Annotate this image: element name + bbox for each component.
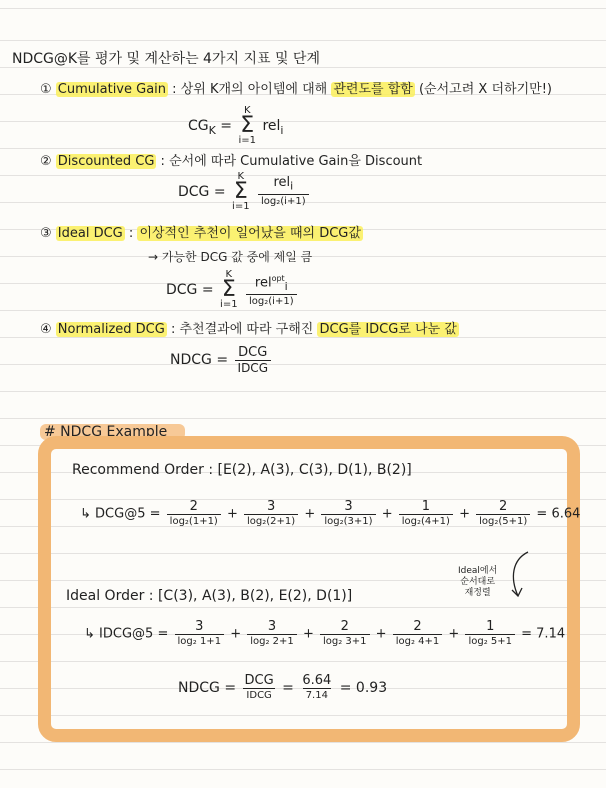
formula-subscript: K bbox=[208, 123, 216, 137]
reorder-note bbox=[458, 566, 497, 599]
recommend-order bbox=[72, 462, 412, 478]
term-numerator: 1 bbox=[486, 619, 495, 634]
ideal-order bbox=[66, 588, 352, 604]
example-heading-text: # NDCG Example bbox=[40, 424, 185, 440]
formula-lhs: DCG bbox=[178, 184, 210, 200]
step-4-desc-highlight: DCG를 IDCG로 나눈 값 bbox=[319, 322, 457, 337]
step-1-desc: 상위 K개의 아이템에 대해 bbox=[180, 82, 328, 97]
term-denominator: log₂(5+1) bbox=[476, 514, 530, 528]
formula-equals: = bbox=[220, 118, 233, 134]
ideal-order-sep: : bbox=[148, 588, 154, 604]
term-denominator: log₂(2+1) bbox=[244, 514, 298, 528]
dcg-result: = 6.64 bbox=[536, 506, 581, 522]
step-1-number: ① bbox=[40, 82, 52, 97]
numerator-subscript: i bbox=[284, 279, 288, 293]
term-denominator: log₂ 3+1 bbox=[320, 634, 370, 648]
plus-sign: + bbox=[448, 626, 460, 642]
fraction-numerator: DCG bbox=[244, 673, 274, 688]
fraction-denominator: IDCG bbox=[243, 688, 274, 702]
plus-sign: + bbox=[375, 626, 387, 642]
step-2-name: Discounted CG bbox=[57, 154, 155, 169]
ndcg-fraction bbox=[243, 674, 276, 702]
step-1-desc-tail: (순서고려 X 더하기만!) bbox=[418, 82, 552, 97]
dcg-lhs: DCG@5 bbox=[95, 506, 146, 522]
sum-upper: K bbox=[243, 105, 251, 116]
reorder-note-line: Ideal에서 bbox=[458, 566, 498, 576]
step-1-sep: : bbox=[172, 82, 177, 97]
sum-lower: i=1 bbox=[220, 299, 238, 310]
reorder-note-line: 재정렬 bbox=[464, 588, 491, 598]
fraction-numerator: rel bbox=[254, 275, 272, 291]
sigma-symbol: Σ bbox=[240, 113, 255, 138]
fraction-numerator: 6.64 bbox=[302, 673, 332, 688]
term-numerator: 1 bbox=[421, 499, 430, 514]
fraction-numerator: rel bbox=[273, 175, 291, 191]
ideal-order-label: Ideal Order bbox=[66, 588, 145, 604]
formula-term: rel bbox=[262, 118, 281, 134]
term-numerator: 3 bbox=[344, 499, 353, 514]
dcg-term bbox=[476, 500, 530, 528]
dcg-term bbox=[399, 500, 453, 528]
numerator-superscript: opt bbox=[271, 274, 285, 284]
return-arrow-icon: ↳ bbox=[80, 506, 91, 522]
sigma-sum bbox=[232, 172, 250, 212]
plus-sign: + bbox=[302, 626, 314, 642]
step-4-desc: 추천결과에 따라 구해진 bbox=[179, 322, 314, 337]
dcg-calc bbox=[80, 500, 580, 528]
step-3-name: Ideal DCG bbox=[57, 226, 123, 241]
step-2-sep: : bbox=[160, 154, 165, 169]
step-3-sep: : bbox=[128, 226, 134, 241]
step-2-number: ② bbox=[40, 154, 52, 169]
term-numerator: 2 bbox=[189, 499, 198, 514]
term-denominator: log₂ 5+1 bbox=[465, 634, 515, 648]
ndcg-result: = 0.93 bbox=[339, 680, 388, 696]
formula-fraction bbox=[235, 346, 271, 374]
step-3-formula bbox=[166, 270, 299, 310]
formula-lhs: DCG bbox=[166, 282, 198, 298]
numerator-subscript: i bbox=[290, 179, 294, 193]
step-3-desc-highlight: 이상적인 추천이 일어났을 때의 DCG값 bbox=[139, 226, 361, 241]
plus-sign: + bbox=[459, 506, 470, 522]
term-numerator: 2 bbox=[499, 499, 508, 514]
step-4-heading bbox=[40, 318, 459, 337]
formula-fraction bbox=[258, 176, 309, 208]
sigma-sum bbox=[220, 270, 238, 310]
recommend-order-list: [E(2), A(3), C(3), D(1), B(2)] bbox=[217, 462, 412, 478]
step-1-desc-highlight: 관련도를 합함 bbox=[333, 82, 413, 97]
sum-upper: K bbox=[237, 171, 245, 182]
term-denominator: log₂(3+1) bbox=[321, 514, 375, 528]
plus-sign: + bbox=[381, 506, 393, 522]
page-title: NDCG@K를 평가 및 계산하는 4가지 지표 및 단계 bbox=[12, 51, 320, 67]
dcg-term bbox=[167, 500, 221, 528]
sum-lower: i=1 bbox=[232, 201, 250, 212]
term-denominator: log₂ 1+1 bbox=[175, 634, 225, 648]
idcg-term bbox=[175, 620, 225, 648]
term-denominator: log₂ 4+1 bbox=[393, 634, 443, 648]
formula-equals: = bbox=[201, 282, 214, 298]
term-denominator: log₂ 2+1 bbox=[247, 634, 297, 648]
step-1-name: Cumulative Gain bbox=[57, 82, 167, 97]
step-3-note: → 가능한 DCG 값 중에 제일 큼 bbox=[148, 250, 313, 264]
term-numerator: 3 bbox=[267, 619, 277, 634]
sigma-sum bbox=[238, 106, 256, 146]
idcg-term bbox=[247, 620, 297, 648]
term-numerator: 2 bbox=[413, 619, 422, 634]
term-denominator: log₂(1+1) bbox=[167, 514, 221, 528]
idcg-term bbox=[320, 620, 370, 648]
dcg-equals: = bbox=[149, 506, 161, 522]
step-2-desc: 순서에 따라 Cumulative Gain을 Discount bbox=[169, 154, 423, 169]
fraction-denominator: log₂(i+1) bbox=[246, 294, 297, 308]
step-3-heading bbox=[40, 222, 363, 241]
ndcg-equals-2: = bbox=[282, 680, 294, 696]
step-1-heading bbox=[40, 78, 552, 97]
idcg-lhs: IDCG@5 bbox=[99, 626, 154, 642]
return-arrow-icon: ↳ bbox=[84, 626, 95, 642]
term-denominator: log₂(4+1) bbox=[399, 514, 453, 528]
sum-upper: K bbox=[225, 269, 233, 280]
idcg-result: = 7.14 bbox=[521, 626, 566, 642]
fraction-denominator: log₂(i+1) bbox=[258, 194, 309, 208]
plus-sign: + bbox=[304, 506, 316, 522]
ndcg-equals: = bbox=[224, 680, 237, 696]
formula-equals: = bbox=[216, 352, 229, 368]
sum-lower: i=1 bbox=[238, 135, 257, 146]
step-2-heading bbox=[40, 150, 422, 169]
formula-lhs: NDCG bbox=[170, 352, 212, 368]
step-2-formula bbox=[178, 172, 311, 212]
curved-arrow-icon bbox=[502, 548, 536, 602]
ndcg-value-fraction bbox=[300, 674, 333, 702]
fraction-denominator: IDCG bbox=[235, 360, 271, 374]
sigma-symbol: Σ bbox=[221, 277, 236, 302]
fraction-numerator: DCG bbox=[238, 345, 268, 360]
dcg-term bbox=[321, 500, 375, 528]
idcg-calc bbox=[84, 620, 565, 648]
step-4-sep: : bbox=[170, 322, 176, 337]
term-numerator: 2 bbox=[340, 619, 349, 634]
step-4-formula bbox=[170, 346, 273, 374]
step-3-number: ③ bbox=[40, 226, 52, 241]
idcg-term bbox=[393, 620, 443, 648]
sigma-symbol: Σ bbox=[233, 179, 248, 204]
ndcg-lhs: NDCG bbox=[178, 680, 220, 696]
idcg-term bbox=[465, 620, 515, 648]
step-4-number: ④ bbox=[40, 322, 52, 337]
step-1-formula bbox=[188, 106, 283, 146]
step-4-name: Normalized DCG bbox=[57, 322, 165, 337]
recommend-order-sep: : bbox=[208, 462, 214, 478]
formula-term-subscript: i bbox=[280, 123, 284, 137]
ideal-order-list: [C(3), A(3), B(2), E(2), D(1)] bbox=[157, 588, 353, 604]
idcg-equals: = bbox=[157, 626, 169, 642]
formula-lhs: CG bbox=[188, 118, 209, 134]
plus-sign: + bbox=[226, 506, 238, 522]
recommend-order-label: Recommend Order bbox=[72, 462, 204, 478]
term-numerator: 3 bbox=[266, 499, 276, 514]
dcg-term bbox=[244, 500, 298, 528]
plus-sign: + bbox=[230, 626, 242, 642]
reorder-note-line: 순서대로 bbox=[460, 577, 496, 587]
formula-fraction bbox=[246, 272, 297, 308]
formula-equals: = bbox=[213, 184, 226, 200]
ndcg-calc bbox=[178, 674, 387, 702]
term-numerator: 3 bbox=[195, 619, 204, 634]
fraction-denominator: 7.14 bbox=[303, 688, 331, 702]
